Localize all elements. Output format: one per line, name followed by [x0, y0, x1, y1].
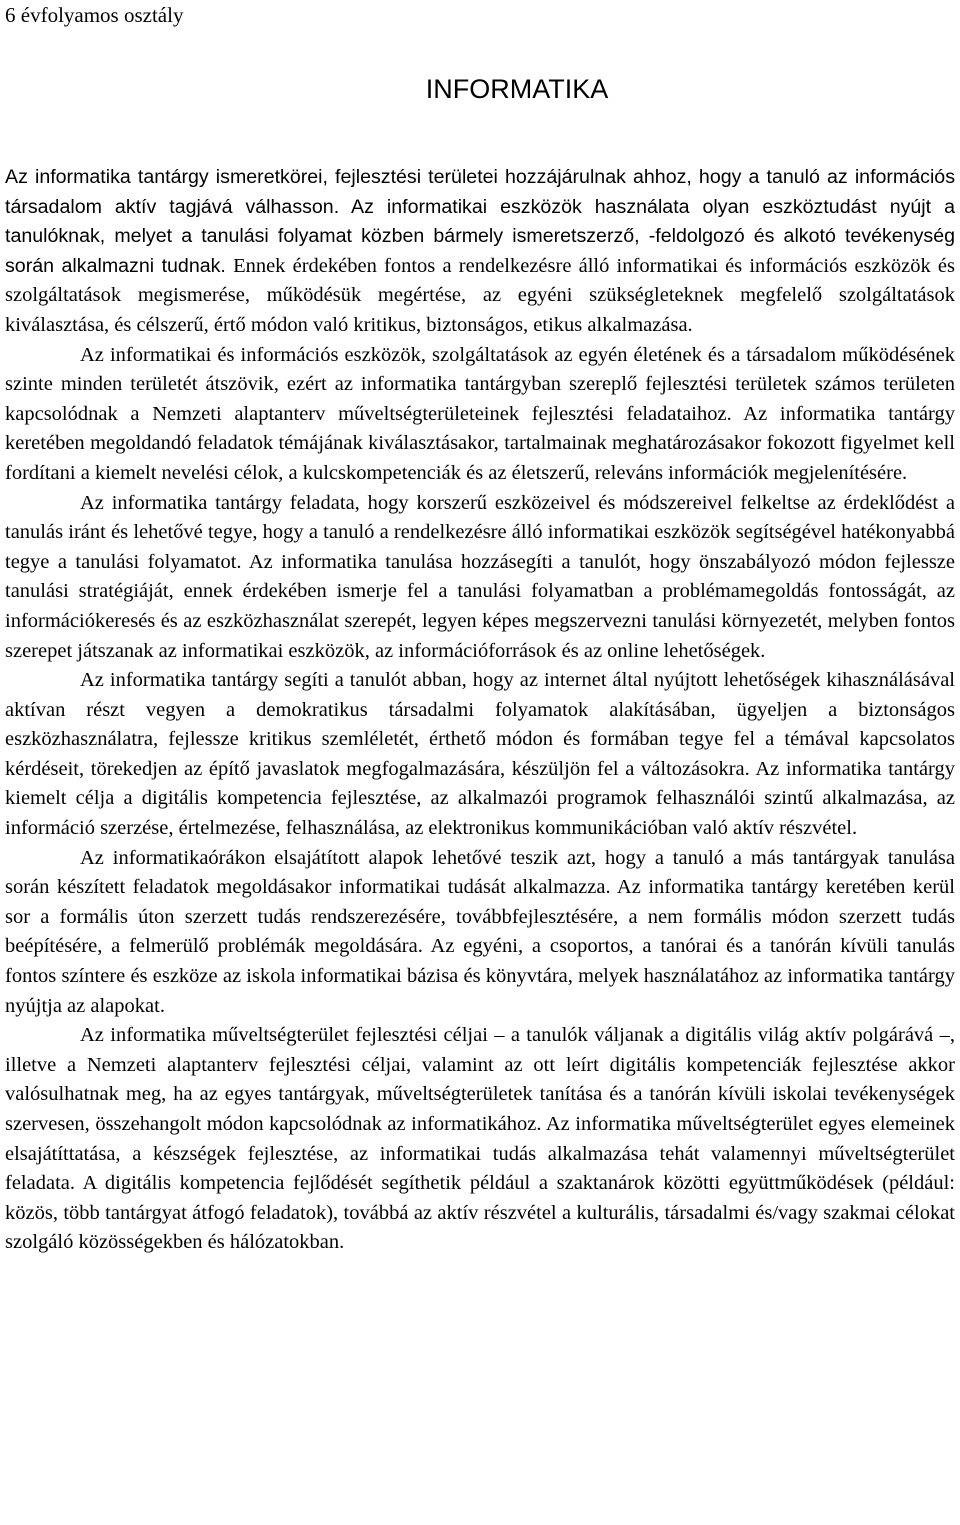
- class-label: 6 évfolyamos osztály: [5, 3, 184, 27]
- paragraph-5: Az informatikaórákon elsajátított alapok lehetővé teszik azt, hogy a tanuló a más tantárgyak tanulása során készített feladatok megoldásakor informatikai tudását alkalmazza. Az informatika tantárgy keretében kerül sor a formális úton szerzett tudás rendszerezésére, továbbfejlesztésére, a nem formális módon szerzett tudás beépítésére, a felmerülő problémák megoldására. Az egyéni, a csoportos, a tanórai és a tanórán kívüli tanulás fontos színtere és eszköze az iskola informatikai bázisa és könyvtára, melyek használatához az informatika tantárgy nyújtja az alapokat.: [5, 846, 955, 1017]
- paragraph-6: Az informatika műveltségterület fejlesztési céljai – a tanulók váljanak a digitális világ aktív polgárává –, illetve a Nemzeti alaptanterv fejlesztési céljai, valamint az ott leírt digitális kompetenciák fejlesztése akkor valósulhatnak meg, ha az egyes tantárgyak, műveltségterületek tanítása és a tanórán kívüli iskolai tevékenységek szervesen, összehangolt módon kapcsolódnak az informatikához. Az informatika műveltségterület egyes elemeinek elsajátíttatása, a készségek fejlesztése, az informatikai tudás alkalmazása tehát valamennyi műveltségterület feladata. A digitális kompetencia fejlődését segíthetik például a szaktanárok közötti együttműködések (például: közös, több tantárgyat átfogó feladatok), továbbá az aktív részvétel a kulturális, társadalmi és/vagy szakmai célokat szolgáló közösségekben és hálózatokban.: [5, 1024, 955, 1254]
- paragraph-4: Az informatika tantárgy segíti a tanulót abban, hogy az internet által nyújtott lehetőségek kihasználásával aktívan részt vegyen a demokratikus társadalmi folyamatok alakításában, ügyeljen a biztonságos eszközhasználatra, fejlessze kritikus szemléletét, érthető módon és formában tegye fel a témával kapcsolatos kérdéseit, törekedjen az építő javaslatok megfogalmazására, készüljön fel a változásokra. Az informatika tantárgy kiemelt célja a digitális kompetencia fejlesztése, az alkalmazói programok felhasználói szintű alkalmazása, az információ szerzése, értelmezése, felhasználása, az elektronikus kommunikációban való aktív részvétel.: [5, 669, 955, 840]
- paragraph-2: Az informatikai és információs eszközök, szolgáltatások az egyén életének és a társadalom működésének szinte minden területét átszövik, ezért az informatika tantárgyban szereplő fejlesztési területek számos területen kapcsolódnak a Nemzeti alaptanterv műveltségterületeinek fejlesztési feladataihoz. Az informatika tantárgy keretében megoldandó feladatok témájának kiválasztásakor, tartalmainak meghatározásakor fokozott figyelmet kell fordítani a kiemelt nevelési célok, a kulcskompetenciák és az életszerű, releváns információk megjelenítésére.: [5, 343, 955, 484]
- page-title: INFORMATIKA: [425, 74, 609, 104]
- document-body: [5, 163, 955, 1258]
- paragraph-1-intro: Az informatika tantárgy ismeretkörei, fejlesztési területei hozzájárulnak ahhoz, hogy a tanuló az információs társadalom aktív tagjává válhasson. Az informatikai eszközök használata olyan eszköztudást nyújt a tanulóknak, melyet a tanulási folyamat közben bármely ismeretszerző, -feldolgozó és alkotó tevékenység során alkalmazni tudnak.: [5, 166, 955, 277]
- paragraph-1-rest: Ennek érdekében fontos a rendelkezésre álló informatikai és információs eszközök és szolgáltatások megismerése, működésük megértése, az egyéni szükségleteknek megfelelő szolgáltatások kiválasztása, és célszerű, értő módon való kritikus, biztonságos, etikus alkalmazása.: [5, 254, 955, 336]
- paragraph-3: Az informatika tantárgy feladata, hogy korszerű eszközeivel és módszereivel felkeltse az érdeklődést a tanulás iránt és lehetővé tegye, hogy a tanuló a rendelkezésre álló informatikai eszközök segítségével hatékonyabbá tegye a tanulási folyamatot. Az informatika tanulása hozzásegíti a tanulót, hogy önszabályozó módon fejlessze tanulási stratégiáját, ennek érdekében ismerje fel a tanulási folyamatban a problémamegoldás fontosságát, az információkeresés és az eszközhasználat szerepét, legyen képes megszervezni tanulási környezetét, melyben fontos szerepet játszanak az informatikai eszközök, az információforrások és az online lehetőségek.: [5, 491, 955, 662]
- paragraph-1: [5, 163, 955, 341]
